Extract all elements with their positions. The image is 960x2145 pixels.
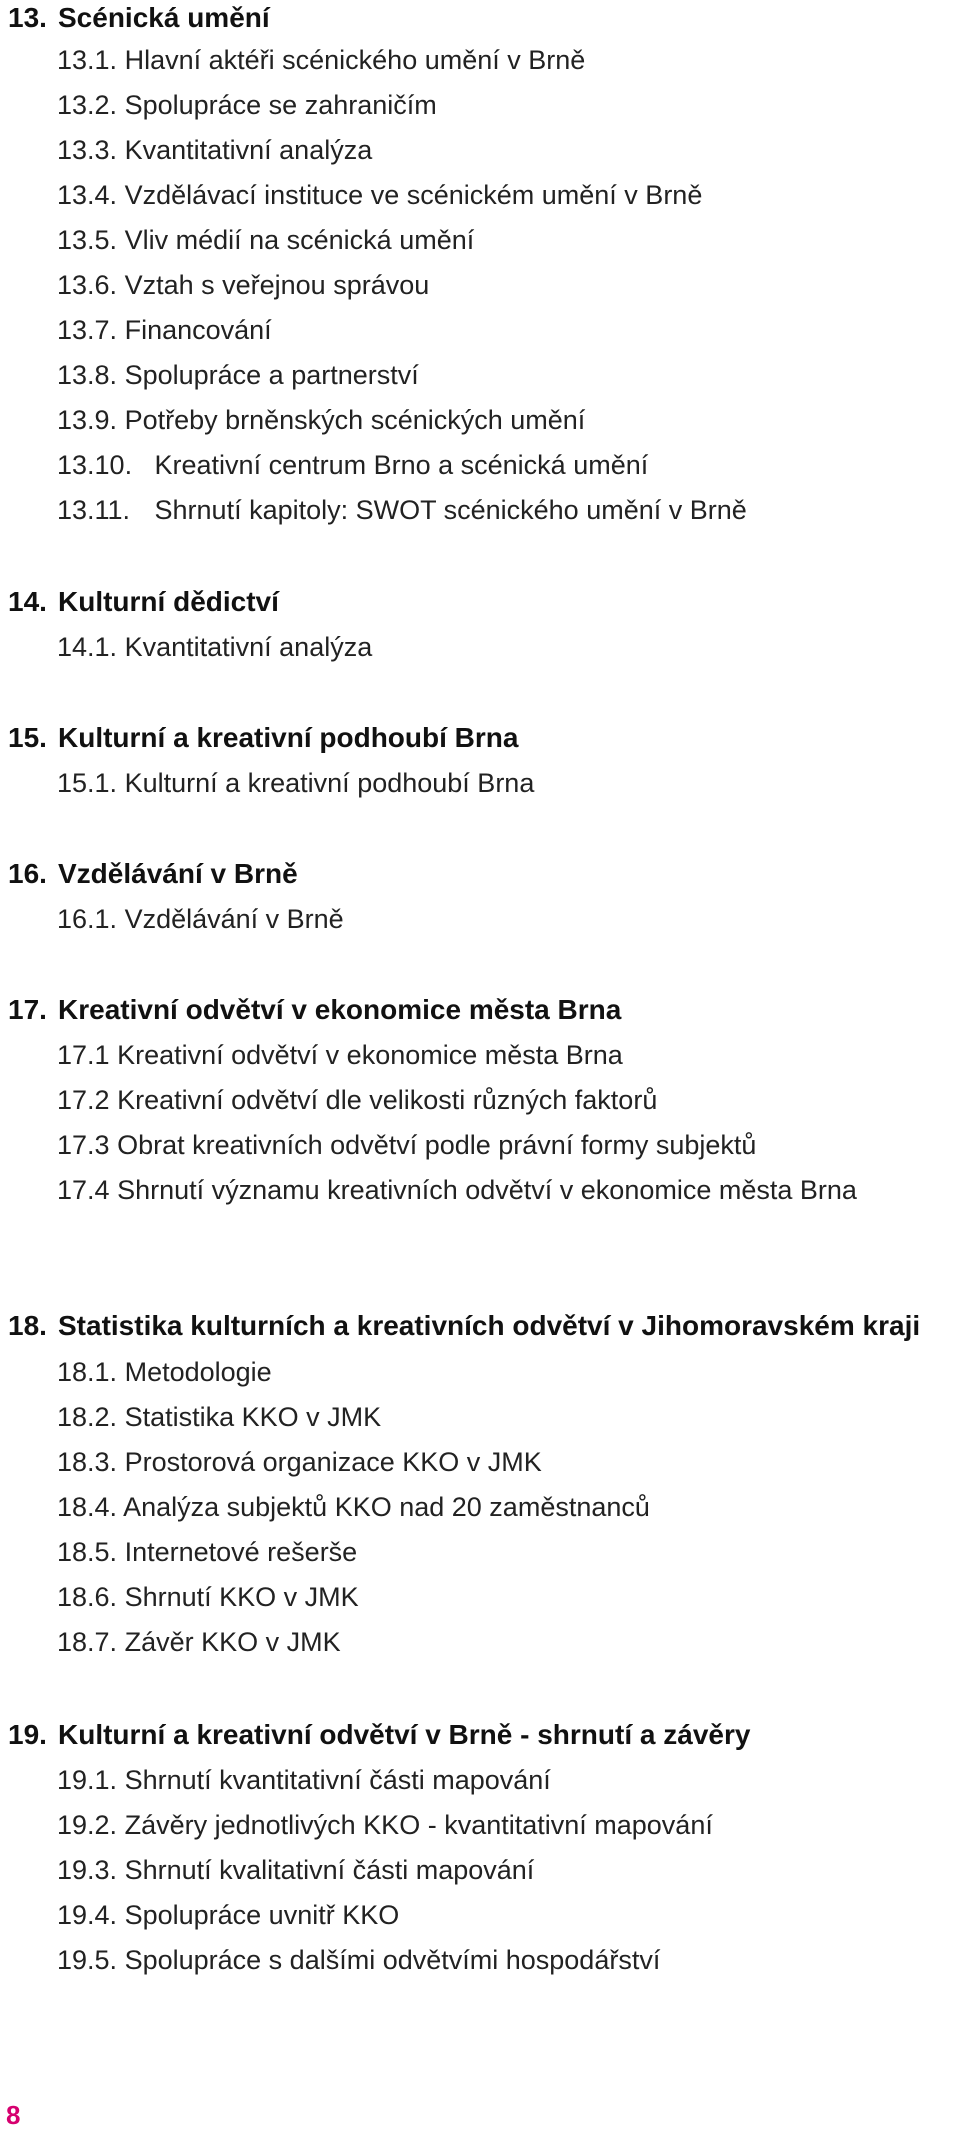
- item-number: 18.6.: [57, 1582, 118, 1612]
- item-number: 16.1.: [57, 904, 118, 934]
- item-label: Metodologie: [124, 1357, 272, 1387]
- item-number: 13.8.: [57, 360, 118, 390]
- toc-item[interactable]: [57, 1080, 657, 1120]
- item-number: 13.3.: [57, 135, 118, 165]
- item-label: Vzdělávací instituce ve scénickém umění v Brně: [124, 180, 703, 210]
- toc-item[interactable]: [57, 1125, 756, 1165]
- section-title: Kreativní odvětví v ekonomice města Brna: [58, 994, 622, 1025]
- toc-item[interactable]: [57, 899, 344, 939]
- item-label: Kreativní centrum Brno a scénická umění: [154, 450, 649, 480]
- item-number: 19.5.: [57, 1945, 118, 1975]
- section-title: Kulturní dědictví: [58, 586, 279, 617]
- toc-item[interactable]: [57, 1850, 534, 1890]
- item-number: 18.7.: [57, 1627, 118, 1657]
- item-number: 14.1.: [57, 632, 118, 662]
- item-label: Shrnutí KKO v JMK: [124, 1582, 359, 1612]
- item-label: Statistika KKO v JMK: [124, 1402, 382, 1432]
- toc-item[interactable]: [57, 400, 585, 440]
- item-number: 18.1.: [57, 1357, 118, 1387]
- item-number: 15.1.: [57, 768, 118, 798]
- toc-item[interactable]: [57, 265, 429, 305]
- item-label: Shrnutí kvantitativní části mapování: [124, 1765, 551, 1795]
- item-label: Spolupráce a partnerství: [124, 360, 419, 390]
- item-label: Kulturní a kreativní podhoubí Brna: [124, 768, 535, 798]
- item-label: Kreativní odvětví dle velikosti různých faktorů: [117, 1085, 658, 1115]
- item-number: 18.4.: [57, 1492, 118, 1522]
- item-label: Spolupráce uvnitř KKO: [124, 1900, 400, 1930]
- section-number: 19.: [8, 1719, 47, 1750]
- toc-item[interactable]: [57, 355, 419, 395]
- item-label: Obrat kreativních odvětví podle právní formy subjektů: [117, 1130, 757, 1160]
- item-label: Kvantitativní analýza: [124, 632, 373, 662]
- item-label: Spolupráce s dalšími odvětvími hospodářství: [124, 1945, 661, 1975]
- section-heading[interactable]: [8, 718, 518, 758]
- toc-item[interactable]: [57, 1805, 713, 1845]
- item-label: Shrnutí kvalitativní části mapování: [124, 1855, 535, 1885]
- item-label: Kvantitativní analýza: [124, 135, 373, 165]
- item-number: 17.2: [57, 1085, 110, 1115]
- section-heading[interactable]: [8, 1715, 750, 1755]
- item-label: Závěry jednotlivých KKO - kvantitativní mapování: [124, 1810, 713, 1840]
- section-title: Kulturní a kreativní odvětví v Brně - shrnutí a závěry: [58, 1719, 751, 1750]
- item-number: 13.9.: [57, 405, 118, 435]
- item-label: Potřeby brněnských scénických umění: [124, 405, 586, 435]
- item-label: Shrnutí významu kreativních odvětví v ekonomice města Brna: [117, 1175, 857, 1205]
- section-number: 14.: [8, 586, 47, 617]
- toc-item[interactable]: [57, 1895, 399, 1935]
- item-number: 13.4.: [57, 180, 118, 210]
- item-number: 13.6.: [57, 270, 118, 300]
- item-number: 17.4: [57, 1175, 110, 1205]
- section-number: 17.: [8, 994, 47, 1025]
- section-heading[interactable]: [8, 1306, 920, 1346]
- item-number: 17.1: [57, 1040, 110, 1070]
- section-heading[interactable]: [8, 0, 270, 38]
- item-number: 13.2.: [57, 90, 118, 120]
- item-label: Prostorová organizace KKO v JMK: [124, 1447, 542, 1477]
- section-title: Vzdělávání v Brně: [58, 858, 298, 889]
- toc-item[interactable]: [57, 627, 372, 667]
- toc-item[interactable]: [57, 220, 474, 260]
- section-number: 18.: [8, 1310, 47, 1341]
- toc-item[interactable]: [57, 1622, 341, 1662]
- item-label: Vliv médií na scénická umění: [124, 225, 475, 255]
- toc-item[interactable]: [57, 490, 747, 530]
- section-heading[interactable]: [8, 582, 279, 622]
- item-label: Vzdělávání v Brně: [124, 904, 344, 934]
- item-number: 17.3: [57, 1130, 110, 1160]
- item-number: 19.1.: [57, 1765, 118, 1795]
- section-number: 15.: [8, 722, 47, 753]
- toc-item[interactable]: [57, 445, 648, 485]
- toc-item[interactable]: [57, 1940, 660, 1980]
- toc-item[interactable]: [57, 130, 372, 170]
- section-heading[interactable]: [8, 854, 298, 894]
- item-label: Shrnutí kapitoly: SWOT scénického umění v Brně: [154, 495, 747, 525]
- toc-item[interactable]: [57, 1035, 623, 1075]
- item-label: Závěr KKO v JMK: [124, 1627, 341, 1657]
- item-number: 13.7.: [57, 315, 118, 345]
- item-number: 13.10.: [57, 450, 133, 480]
- toc-item[interactable]: [57, 1442, 542, 1482]
- toc-item[interactable]: [57, 310, 272, 350]
- toc-item[interactable]: [57, 175, 702, 215]
- item-number: 19.2.: [57, 1810, 118, 1840]
- item-number: 13.1.: [57, 45, 118, 75]
- item-number: 18.3.: [57, 1447, 118, 1477]
- toc-item[interactable]: [57, 1397, 381, 1437]
- toc-item[interactable]: [57, 1577, 359, 1617]
- item-number: 18.2.: [57, 1402, 118, 1432]
- toc-item[interactable]: [57, 1532, 357, 1572]
- section-number: 13.: [8, 2, 47, 33]
- toc-item[interactable]: [57, 1760, 551, 1800]
- item-number: 13.5.: [57, 225, 118, 255]
- toc-item[interactable]: [57, 40, 585, 80]
- item-number: 19.3.: [57, 1855, 118, 1885]
- item-label: Hlavní aktéři scénického umění v Brně: [124, 45, 586, 75]
- section-title: Scénická umění: [58, 2, 270, 33]
- item-label: Financování: [124, 315, 272, 345]
- item-label: Vztah s veřejnou správou: [124, 270, 430, 300]
- toc-item[interactable]: [57, 1352, 272, 1392]
- toc-item[interactable]: [57, 1170, 857, 1210]
- section-number: 16.: [8, 858, 47, 889]
- section-title: Kulturní a kreativní podhoubí Brna: [58, 722, 519, 753]
- item-number: 18.5.: [57, 1537, 118, 1567]
- item-label: Internetové rešerše: [124, 1537, 358, 1567]
- item-label: Spolupráce se zahraničím: [124, 90, 437, 120]
- item-number: 19.4.: [57, 1900, 118, 1930]
- page-number: 8: [6, 2100, 21, 2130]
- toc-item[interactable]: [57, 85, 437, 125]
- section-title: Statistika kulturních a kreativních odvětví v Jihomoravském kraji: [58, 1310, 921, 1341]
- section-heading[interactable]: [8, 990, 621, 1030]
- toc-item[interactable]: [57, 763, 534, 803]
- toc-item[interactable]: [57, 1487, 650, 1527]
- item-number: 13.11.: [57, 495, 131, 525]
- item-label: Analýza subjektů KKO nad 20 zaměstnanců: [123, 1492, 650, 1522]
- item-label: Kreativní odvětví v ekonomice města Brna: [117, 1040, 623, 1070]
